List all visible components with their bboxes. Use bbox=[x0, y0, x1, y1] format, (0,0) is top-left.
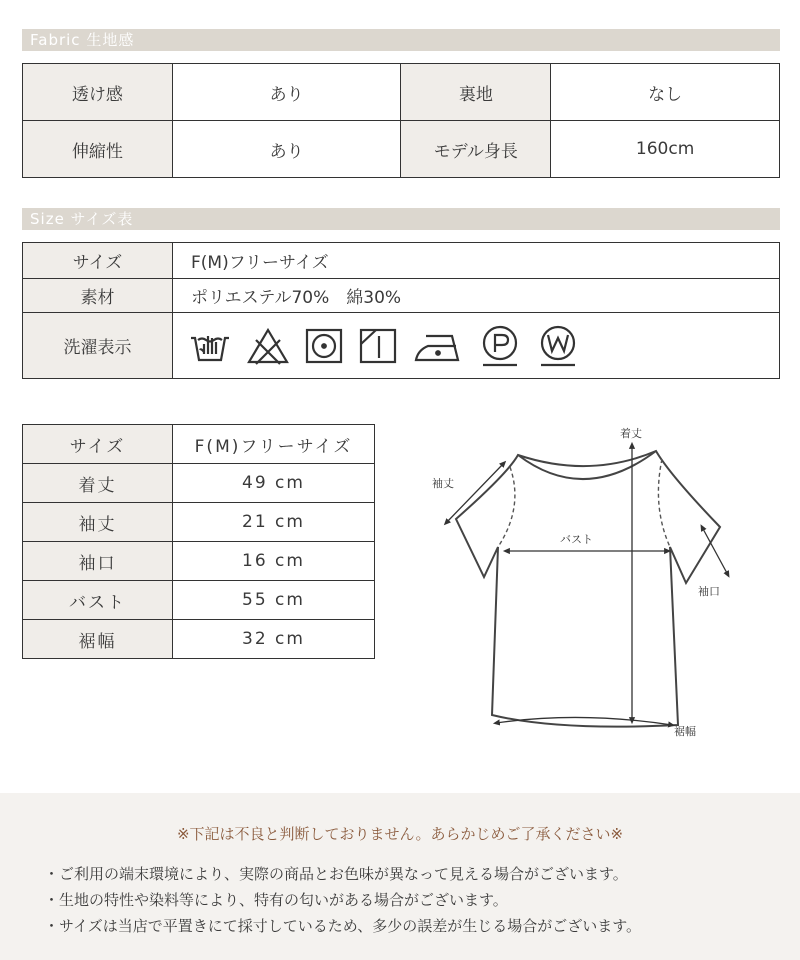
table-row bbox=[23, 64, 780, 121]
sheerness-value: あり bbox=[172, 64, 401, 121]
model-height-value: 160cm bbox=[551, 121, 780, 178]
lining-label: 裏地 bbox=[401, 64, 551, 121]
sleeve-length-label: 袖丈 bbox=[23, 503, 173, 542]
bust-value: 55 cm bbox=[173, 581, 375, 620]
professional-wet-clean-w-icon bbox=[536, 324, 580, 368]
bust-label: バスト bbox=[23, 581, 173, 620]
table-row bbox=[23, 243, 780, 279]
hem-width-label: 裾幅 bbox=[23, 620, 173, 659]
hand-wash-icon bbox=[188, 326, 232, 366]
table-row bbox=[23, 581, 375, 620]
cuff-value: 16 cm bbox=[173, 542, 375, 581]
material-value: ポリエステル70% 綿30% bbox=[173, 279, 780, 313]
measurement-table bbox=[22, 424, 375, 659]
notice-title: ※下記は不良と判断しておりません。あらかじめご了承ください※ bbox=[176, 825, 624, 843]
care-icons-cell bbox=[173, 313, 780, 379]
no-bleach-icon bbox=[246, 326, 290, 366]
notice-line: ・ご利用の端末環境により、実際の商品とお色味が異なって見える場合がございます。 bbox=[44, 865, 628, 883]
fabric-table bbox=[22, 63, 780, 178]
diagram-sleeve-length-label: 袖丈 bbox=[432, 477, 454, 490]
table-row bbox=[23, 121, 780, 178]
diagram-length-label: 着丈 bbox=[620, 427, 642, 440]
tumble-dry-icon bbox=[304, 326, 344, 366]
notice-panel bbox=[0, 793, 800, 960]
cuff-label: 袖口 bbox=[23, 542, 173, 581]
table-row bbox=[23, 503, 375, 542]
diagram-cuff-label: 袖口 bbox=[698, 585, 720, 598]
size-value: F(M)フリーサイズ bbox=[173, 243, 780, 279]
model-height-label: モデル身長 bbox=[401, 121, 551, 178]
tshirt-outline bbox=[456, 451, 720, 727]
length-label: 着丈 bbox=[23, 464, 173, 503]
material-label: 素材 bbox=[23, 279, 173, 313]
care-label: 洗濯表示 bbox=[23, 313, 173, 379]
measure-header-value: F(M)フリーサイズ bbox=[173, 425, 375, 464]
notice-line: ・生地の特性や染料等により、特有の匂いがある場合がございます。 bbox=[44, 891, 508, 909]
sheerness-label: 透け感 bbox=[23, 64, 173, 121]
tshirt-diagram bbox=[420, 415, 780, 745]
drip-dry-shade-icon bbox=[358, 326, 398, 366]
iron-low-icon bbox=[412, 326, 464, 366]
diagram-hem-label: 裾幅 bbox=[674, 725, 696, 738]
size-info-table bbox=[22, 242, 780, 379]
measure-header-label: サイズ bbox=[23, 425, 173, 464]
lining-value: なし bbox=[551, 64, 780, 121]
table-row bbox=[23, 542, 375, 581]
professional-dry-clean-p-icon bbox=[478, 324, 522, 368]
size-label: サイズ bbox=[23, 243, 173, 279]
sleeve-length-value: 21 cm bbox=[173, 503, 375, 542]
notice-line: ・サイズは当店で平置きにて採寸しているため、多少の誤差が生じる場合がございます。 bbox=[44, 917, 642, 935]
diagram-bust-label: バスト bbox=[560, 533, 593, 546]
stretch-label: 伸縮性 bbox=[23, 121, 173, 178]
sleeve-length-arrow bbox=[446, 463, 504, 523]
length-value: 49 cm bbox=[173, 464, 375, 503]
table-row bbox=[23, 425, 375, 464]
stretch-value: あり bbox=[172, 121, 401, 178]
table-row bbox=[23, 464, 375, 503]
table-row bbox=[23, 620, 375, 659]
hem-width-value: 32 cm bbox=[173, 620, 375, 659]
fabric-section-title: Fabric 生地感 bbox=[22, 29, 780, 51]
size-section-title: Size サイズ表 bbox=[22, 208, 780, 230]
table-row bbox=[23, 279, 780, 313]
table-row bbox=[23, 313, 780, 379]
